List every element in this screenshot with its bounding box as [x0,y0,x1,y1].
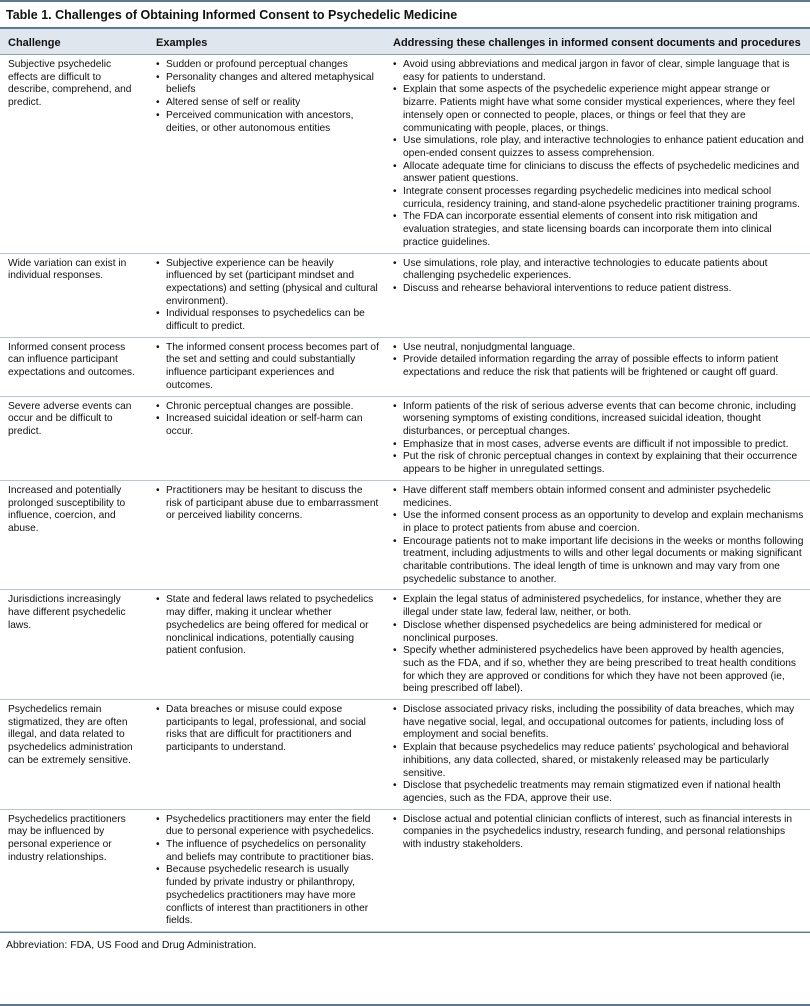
examples-list [156,485,379,523]
table-row [0,590,810,700]
addressing-item: • Put the risk of chronic perceptual changes in context by explaining that their occurrence appears to be higher in unregulated settings. [393,451,804,476]
addressing-item: • Use simulations, role play, and interactive technologies to enhance patient education and open-ended consent quizzes to assess comprehension. [393,135,804,160]
addressing-item: • Disclose whether dispensed psychedelics are being administered for medical or nonclinical purposes. [393,620,804,645]
addressing-list [393,814,804,852]
examples-list [156,704,379,755]
addressing-list [393,704,804,806]
addressing-cell [385,253,810,337]
examples-list [156,594,379,658]
addressing-item: • Use the informed consent process as an opportunity to develop and explain mechanisms in place to protect patients from abuse and coercion. [393,510,804,535]
table-row [0,396,810,480]
addressing-item: • Explain the legal status of administered psychedelics, for instance, whether they are illegal under state law, federal law, neither, or both. [393,594,804,619]
addressing-cell [385,337,810,396]
example-item: • Because psychedelic research is usually funded by private industry or philanthropy, psychedelics practitioners may have more conflicts of interest than practitioners in other fields. [156,864,379,928]
addressing-item: • Disclose actual and potential clinician conflicts of interest, such as financial interests in companies in the psychedelics industry, research funding, and personal relationships with industry stakeholders. [393,814,804,852]
addressing-item: • Integrate consent processes regarding psychedelic medicines into medical school curricula, residency training, and stand-alone psychedelic practitioner training programs. [393,186,804,211]
addressing-item: • Allocate adequate time for clinicians to discuss the effects of psychedelic medicines and answer patient questions. [393,161,804,186]
addressing-item: • Avoid using abbreviations and medical jargon in favor of clear, simple language that is easy for patients to understand. [393,59,804,84]
header-row [0,29,810,55]
addressing-item: • Have different staff members obtain informed consent and administer psychedelic medicines. [393,485,804,510]
example-item: • Perceived communication with ancestors, deities, or other autonomous entities [156,110,379,135]
addressing-item: • The FDA can incorporate essential elements of consent into risk mitigation and evaluation strategies, and state licensing boards can incorporate them into clinical practice guidelines. [393,211,804,249]
addressing-cell [385,480,810,590]
footnote: Abbreviation: FDA, US Food and Drug Administration. [0,932,810,951]
addressing-item: • Explain that some aspects of the psychedelic experience might appear strange or bizarre. Patients might have what some consider mystical experiences, where they feel intensely open or connected to people, places, or things or feel that they are communicating with people, places, or things. [393,84,804,135]
example-item: • Individual responses to psychedelics can be difficult to predict. [156,308,379,333]
addressing-list [393,59,804,250]
example-item: • Practitioners may be hesitant to discuss the risk of participant abuse due to embarrassment or perceived liability concerns. [156,485,379,523]
example-item: • State and federal laws related to psychedelics may differ, making it unclear whether psychedelics are being offered for medical or nonclinical indications, potentially causing patient confusion. [156,594,379,658]
table-row [0,809,810,931]
addressing-cell [385,396,810,480]
table-body [0,55,810,932]
addressing-item: • Emphasize that in most cases, adverse events are difficult if not impossible to predict. [393,439,804,452]
challenge-cell: Psychedelics practitioners may be influenced by personal experience or industry relationships. [0,809,148,931]
addressing-item: • Discuss and rehearse behavioral interventions to reduce patient distress. [393,283,804,296]
addressing-cell [385,590,810,700]
addressing-list [393,258,804,296]
addressing-item: • Use simulations, role play, and interactive technologies to educate patients about challenging psychedelic experiences. [393,258,804,283]
challenge-cell: Informed consent process can influence participant expectations and outcomes. [0,337,148,396]
examples-cell [148,809,385,931]
addressing-cell [385,700,810,810]
addressing-cell [385,55,810,254]
header-examples: Examples [148,29,385,55]
examples-list [156,401,379,439]
addressing-list [393,485,804,587]
examples-cell [148,590,385,700]
examples-list [156,59,379,135]
example-item: • Chronic perceptual changes are possible. [156,401,379,414]
examples-cell [148,396,385,480]
examples-list [156,814,379,928]
example-item: • Subjective experience can be heavily influenced by set (participant mindset and expectations) and setting (physical and cultural environment). [156,258,379,309]
examples-cell [148,253,385,337]
examples-cell [148,55,385,254]
examples-cell [148,480,385,590]
challenge-cell: Severe adverse events can occur and be difficult to predict. [0,396,148,480]
addressing-list [393,401,804,477]
challenge-cell: Psychedelics remain stigmatized, they are often illegal, and data related to psychedelics administration can be extremely sensitive. [0,700,148,810]
table-row [0,337,810,396]
addressing-item: • Encourage patients not to make important life decisions in the weeks or months following treatment, including adjustments to wills and other legal documents or making significant charitable contributions. The ideal length of time is unknown and may vary from one psychedelic substance to another. [393,536,804,587]
challenges-table [0,29,810,932]
example-item: • The informed consent process becomes part of the set and setting and could substantially influence participant experiences and outcomes. [156,342,379,393]
example-item: • Data breaches or misuse could expose participants to legal, professional, and social risks that are difficult for practitioners and participants to understand. [156,704,379,755]
challenge-cell: Increased and potentially prolonged susceptibility to influence, coercion, and abuse. [0,480,148,590]
example-item: • Psychedelics practitioners may enter the field due to personal experience with psychedelics. [156,814,379,839]
challenge-cell: Subjective psychedelic effects are difficult to describe, comprehend, and predict. [0,55,148,254]
examples-list [156,258,379,334]
table-title: Table 1. Challenges of Obtaining Informed Consent to Psychedelic Medicine [0,0,810,29]
header-addressing: Addressing these challenges in informed consent documents and procedures [385,29,810,55]
addressing-item: • Inform patients of the risk of serious adverse events that can become chronic, including worsening symptoms of existing conditions, increased suicidal ideation, thought disturbances, or perceptual changes. [393,401,804,439]
example-item: • Altered sense of self or reality [156,97,379,110]
header-challenge: Challenge [0,29,148,55]
addressing-cell [385,809,810,931]
addressing-item: • Provide detailed information regarding the array of possible effects to inform patient expectations and reduce the risk that patients will be frightened or caught off guard. [393,354,804,379]
table-row [0,700,810,810]
example-item: • Sudden or profound perceptual changes [156,59,379,72]
examples-list [156,342,379,393]
addressing-item: • Specify whether administered psychedelics have been approved by health agencies, such as the FDA, and if so, whether they are being prescribed to treat health conditions for which they are approved or conditions for which they have not been approved (ie, being prescribed off label). [393,645,804,696]
challenge-cell: Wide variation can exist in individual responses. [0,253,148,337]
example-item: • Personality changes and altered metaphysical beliefs [156,72,379,97]
addressing-list [393,594,804,696]
addressing-item: • Explain that because psychedelics may reduce patients' psychological and behavioral inhibitions, any data collected, shared, or mistakenly released may be particularly sensitive. [393,742,804,780]
addressing-item: • Use neutral, nonjudgmental language. [393,342,804,355]
table-row [0,55,810,254]
addressing-item: • Disclose that psychedelic treatments may remain stigmatized even if national health agencies, such as the FDA, approve their use. [393,780,804,805]
examples-cell [148,700,385,810]
example-item: • Increased suicidal ideation or self-harm can occur. [156,413,379,438]
example-item: • The influence of psychedelics on personality and beliefs may contribute to practitioner bias. [156,839,379,864]
challenge-cell: Jurisdictions increasingly have different psychedelic laws. [0,590,148,700]
addressing-item: • Disclose associated privacy risks, including the possibility of data breaches, which may have negative social, legal, and occupational outcomes for patients, including loss of employment and social benefits. [393,704,804,742]
addressing-list [393,342,804,380]
examples-cell [148,337,385,396]
table-row [0,480,810,590]
table-row [0,253,810,337]
